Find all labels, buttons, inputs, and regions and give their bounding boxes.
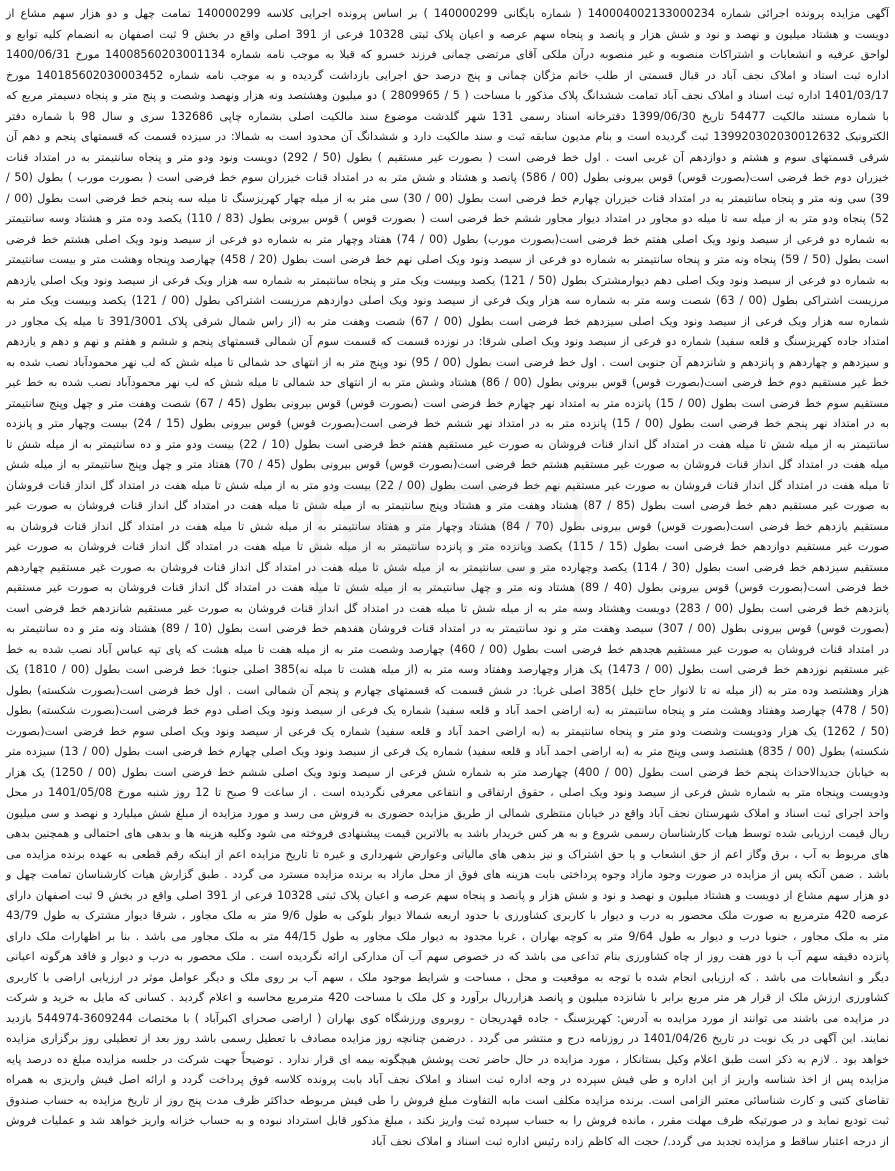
auction-notice-text: آگهی مزایده پرونده اجرائی شماره 140004002133000234 ( شماره بایگانی 140000299 ) بر اساس پرونده اجرایی کلاسه 140000299 تمامت چهل و دو هزار سهم مشاع از دویست و هشتاد میلیون و نهصد و نود و شش هزار و پانصد و پنجاه سهم عرصه و اعیان پلاک ثبتی 10328 فرعی از 391 اصلی واقع در بخش 9 ثبت اصفهان به انضمام کلیه توابع و لواحق عرفیه و انشعابات و اشتراکات منصوبه و غیر منصوبه درآن ملکی آقای مرتضی چمانی فرزند خسرو که قبلا به موجب نامه شماره 14008560203001134 مورخ 1400/06/31 اداره ثبت اسناد و املاک نجف آباد در قبال قسمتی از طلب خانم مژگان چمانی و پنج درصد حق اجرایی بازداشت گردیده و به موجب نامه شماره 140185602030003452 مورخ 1401/03/17 اداره ثبت اسناد و املاک نجف آباد تمامت ششدانگ پلاک مذکور با مساحت ( 5 / 2809965 ) دو میلیون وهشتصد ونه هزار ونهصد وشصت و پنج متر و پنجاه دسیمتر مربع که با شماره مستند مالکیت 54477 تاریخ 1399/06/30 دفترخانه اسناد رسمی 131 شهر گلدشت موضوع سند مالکیت اصلی بشماره چاپی 132686 سری و سال 98 با شماره دفتر الکترونیک 139920302030012632 ثبت گردیده است و بنام مدیون سابقه ثبت و سند مالکیت دارد و ششدانگ آن محدود است به شمالا: در سیزده قسمت که قسمتهای پنجم و دهم آن شرقی قسمتهای سوم و هشتم و دوازدهم آن غربی است . اول خط فرضی است ( بصورت غیر مستقیم ) بطول (50 / 292) دویست ونود ودو متر و پنجاه سانتیمتر به در امتداد قنات خیزران دوم خط فرضی است(بصورت قوس) قوس بیرونی بطول (00 / 586) پانصد و هشتاد و شش متر به در امتداد قنات خیزران سوم خط فرضی است ( بصورت مورب ) بطول (50 / 39) سی ونه متر و پنجاه سانتیمتر به در امتداد قنات خیزران چهارم خط فرضی است بطول (00 / 30) سی متر به از میله چهار کهریزسنگ تا میله سه پنجم خط فرضی است بطول (00 / 52) پنجاه ودو متر به از میله سه تا میله دو مجاور در امتداد دیوار مجاور ششم خط فرضی است ( بصورت قوس ) قوس بیرونی بطول (83 / 110) یکصد وده متر و هشتاد وسه سانتیمتر به شماره دو فرعی از سیصد ونود ویک اصلی هفتم خط فرضی است(بصورت مورب) بطول (00 / 74) هفتاد وچهار متر به شماره دو فرعی از سیصد ونود ویک اصلی هشتم خط فرضی است بطول (50 / 59) پنجاه ونه متر و پنجاه سانتیمتر به شماره دو فرعی از سیصد ونود ویک اصلی نهم خط فرضی است بطول (20 / 458) چهارصد وپنجاه وهشت متر و بیست سانتیمتر به شماره دو فرعی از سیصد ونود ویک اصلی دهم دیوارمشترک بطول (50 / 121) یکصد وبیست ویک متر و پنجاه سانتیمتر به شماره سه هزار ویک فرعی از سیصد ونود ویک اصلی یازدهم مرزیست اشتراکی بطول (00 / 63) شصت وسه متر به شماره سه هزار ویک فرعی از سیصد ونود ویک اصلی دوازدهم مرزیست اشتراکی بطول (00 / 121) یکصد وبیست ویک متر به شماره سه هزار ویک فرعی از سیصد ونود ویک اصلی سیزدهم خط فرضی است بطول (00 / 67) شصت وهفت متر به (از راس شمال شرقی پلاک 391/3001 تا میله یک مجاور در امتداد جاده کهریزسنگ و قلعه سفید) شماره دو فرعی از سیصد ونود ویک اصلی شرقا: در نوزده قسمت که قسمت سوم آن شمالی قسمتهای پنجم و ششم و هفتم و نهم و دهم و یازدهم و سیزدهم و چهاردهم و پانزدهم و شانزدهم آن جنوبی است . اول خط فرضی است بطول (00 / 95) نود وپنج متر به از انتهای حد شمالی تا میله شش که لب نهر محمودآباد نصب شده به خط غیر مستقیم دوم خط فرضی است(بصورت قوس) قوس بیرونی بطول (00 / 86) هشتاد وشش متر به از انتهای حد شمالی تا میله شش که لب نهر محمودآباد نصب شده به خط غیر مستقیم سوم خط فرضی است بطول (00 / 15) پانزده متر به امتداد نهر چهارم خط فرضی است (بصورت قوس) قوس بیرونی بطول (45 / 67) شصت وهفت متر و چهل وپنج سانتیمتر به در امتداد نهر پنجم خط فرضی است بطول (00 / 15) پانزده متر به در امتداد نهر ششم خط فرضی است(بصورت قوس) قوس بیرونی بطول (15 / 24) بیست وچهار متر و پانزده سانتیمتر به از میله شش تا میله هفت در امتداد گل انداز قنات فروشان به صورت غیر مستقیم هفتم خط فرضی است بطول (10 / 22) بیست ودو متر و ده سانتیمتر به از میله شش تا میله هفت در امتداد گل انداز قنات فروشان به صورت غیر مستقیم هشتم خط فرضی است(بصورت قوس) قوس بیرونی بطول (45 / 70) هفتاد متر و چهل وپنج سانتیمتر به از میله شش تا میله هفت در امتداد گل انداز قنات فروشان به صورت غیر مستقیم نهم خط فرضی است بطول (00 / 22) بیست ودو متر به از میله شش تا میله هفت در امتداد گل انداز قنات فروشان به صورت غیر مستقیم دهم خط فرضی است بطول (85 / 87) هشتاد وهفت متر و هشتاد وپنج سانتیمتر به از میله شش تا میله هفت در امتداد گل انداز قنات فروشان به صورت غیر مستقیم یازدهم خط فرضی است(بصورت قوس) قوس بیرونی بطول (70 / 84) هشتاد وچهار متر و هفتاد سانتیمتر به از میله شش تا میله هفت در امتداد گل انداز قنات فروشان به صورت غیر مستقیم دوازدهم خط فرضی است بطول (15 / 115) یکصد وپانزده متر و پانزده سانتیمتر به از میله شش تا میله هفت در امتداد گل انداز قنات فروشان به صورت غیر مستقیم سیزدهم خط فرضی است بطول (30 / 114) یکصد وچهارده متر و سی سانتیمتر به از میله شش تا میله هفت در امتداد گل انداز قنات فروشان به صورت غیر مستقیم چهاردهم خط فرضی است(بصورت قوس) قوس بیرونی بطول (40 / 89) هشتاد ونه متر و چهل سانتیمتر به از میله شش تا میله هفت در امتداد گل انداز قنات فروشان به صورت غیر مستقیم پانزدهم خط فرضی است بطول (00 / 283) دویست وهشتاد وسه متر به از میله شش تا میله هفت در امتداد گل انداز قنات فروشان به صورت غیر مستقیم شانزدهم خط فرضی است (بصورت قوس) قوس بیرونی بطول (00 / 307) سیصد وهفت متر و نود سانتیمتر به در امتداد قنات فروشان هفدهم خط فرضی است بطول (10 / 89) هشتاد ونه متر و ده سانتیمتر به در امتداد قنات فروشان به صورت غیر مستقیم هجدهم خط فرضی است بطول (00 / 460) چهارصد وشصت متر به از میله هفت تا میله هشت که پای تپه عباس آباد نصب شده به خط غیر مستقیم نوزدهم خط فرضی است بطول (00 / 1473) یک هزار وچهارصد وهفتاد وسه متر به (از میله هشت تا میله نه)385 اصلی جنوبا: خط فرضی است بطول (00 / 1810) یک هزار وهشتصد وده متر به (از میله نه تا لانوار حاج خلیل )385 اصلی غربا: در شش قسمت که قسمتهای چهارم و پنجم آن شمالی است . اول خط فرضی است(بصورت شکسته) بطول (50 / 478) چهارصد وهفتاد وهشت متر و پنجاه سانتیمتر به (به اراضی احمد آباد و قلعه سفید) شماره یک فرعی از سیصد ونود ویک اصلی دوم خط فرضی است(بصورت شکسته) بطول (50 / 1262) یک هزار ودویست وشصت ودو متر و پنجاه سانتیمتر به (به اراضی احمد آباد و قلعه سفید) شماره یک فرعی از سیصد ونود ویک اصلی سوم خط فرضی است(بصورت شکسته) بطول (00 / 835) هشتصد وسی وپنج متر به (به اراضی احمد آباد و قلعه سفید) شماره یک فرعی از سیصد ونود ویک اصلی چهارم خط فرضی است بطول (00 / 13) سیزده متر به خیابان جدیدالاحداث پنجم خط فرضی است بطول (00 / 400) چهارصد متر به شماره شش فرعی از سیصد ونود ویک اصلی ششم خط فرضی است بطول (00 / 1250) یک هزار ودویست وپنجاه متر به شماره شش فرعی از سیصد ونود ویک اصلی ، حقوق ارتفاقی و انتفاعی معرفی نگردیده است . از ساعت 9 صبح تا 12 روز شنبه مورخ 1401/05/08 در محل واحد اجرای ثبت اسناد و املاک شهرستان نجف آباد واقع در خیابان منتظری شمالی از طریق مزایده حضوری به فروش می رسد و مورد مزایده از مبلغ شش میلیارد و نهصد و سی میلیون ریال قیمت ارزیابی شده توسط هیات کارشناسان رسمی شروع و به هر کس خریدار باشد به بالاترین قیمت پیشنهادی فروخته می شود وکلیه هزینه ها و بدهی های احتمالی و همچنین بدهی های مربوط به آب ، برق وگاز اعم از حق انشعاب و یا حق اشتراک و نیز بدهی های مالیاتی وعوارض شهرداری و غیره تا تاریخ مزایده اعم از اینکه رقم قطعی به عهده برنده مزایده می باشد . ضمن آنکه پس از مزایده در صورت وجود مازاد وجوه پرداختی بابت هزینه های فوق از محل مازاد به برنده مزایده مسترد می گردد . طبق گزارش هیات کارشناسان تمامت چهل و دو هزار سهم مشاع از دویست و هشتاد میلیون و نهصد و نود و شش هزار و پانصد و پنجاه سهم عرصه و اعیان پلاک ثبتی 10328 فرعی از 391 اصلی واقع در بخش 9 ثبت اصفهان دارای عرصه 420 مترمربع به صورت ملک محصور به درب و دیوار با کاربری کشاورزی با حدود اربعه شمالا دیوار بلوکی به طول 9/6 متر به ملک مجاور ، شرقا دیوار مشترک به طول 43/79 متر به ملک مجاور ، جنوبا درب و دیوار به طول 9/64 متر به کوچه بهاران ، غربا مجدود به دیوار ملک مجاور به طول 44/15 متر به ملک مجاور می باشد . بنا بر اظهارات ملک دارای پانزده دقیقه سهم آب با دور هفت روز از چاه کشاورزی بنام تداعی می باشد که در خصوص سهم آب آن مدارکی ارائه نگردیده است . ملک محصور به درب و دیوار و فاقد هرگونه اعیانی دیگر و انشعابات می باشد . که ارزیابی انجام شده با توجه به موقعیت و محل ، مساحت و شرایط موجود ملک ، سهم آب بر روی ملک و دیگر عوامل موثر در ارزیابی اراضی با کاربری کشاورزی ارزش ملک از قرار هر متر مربع برابر با شانزده میلیون و پانصد هزارریال برآورد و کل ملک با مساحت 420 مترمربع محاسبه و اعلام گردید . کسانی که مایل به خرید و شرکت در مزایده می باشند می توانند از مورد مزایده به آدرس: کهریزسنگ - جاده قهدریجان - روبروی ورزشگاه کوی بهاران ( اراضی صحرای اکبرآباد ) با مختصات 3609244-544974 بازدید نمایند. این آگهی در یک نوبت در تاریخ 1401/04/26 در روزنامه درج و منتشر می گردد . درضمن چنانچه روز مزایده مصادف با تعطیل رسمی باشد روز بعد از تعطیلی روز برگزاری مزایده خواهد بود . لازم به ذکر است طبق اعلام وکیل بستانکار ، مورد مزایده در حال حاضر تحت پوشش هیچگونه بیمه ای قرار ندارد . توضیحاً جهت شرکت در جلسه مزایده مبلغ ده درصد پایه مزایده پس از اخذ شناسه واریز از این اداره و طی فیش سپرده در وجه اداره ثبت اسناد و املاک نجف آباد بابت پرونده کلاسه فوق پرداخت گردد و ارائه اصل فیش واریزی به همراه تقاضای کتبی و کارت شناسائی معتبر الزامی است. برنده مزایده مکلف است مابه التفاوت مبلغ فروش را طی فیش مربوطه حداکثر ظرف مدت پنج روز از تاریخ مزایده به حساب صندوق ثبت تودیع نماید و در صورتیکه ظرف مهلت مقرر ، مانده فروش را به حساب سپرده ثبت واریز نکند ، مبلغ مذکور قابل استرداد نبوده و به حساب خزانه واریز خواهد شد و عملیات فروش از درجه اعتبار ساقط و مزایده تجدید می گردد./ حجت اله کاظم زاده رئیس اداره ثبت اسناد و املاک نجف آباد <box>6 7 890 1148</box>
